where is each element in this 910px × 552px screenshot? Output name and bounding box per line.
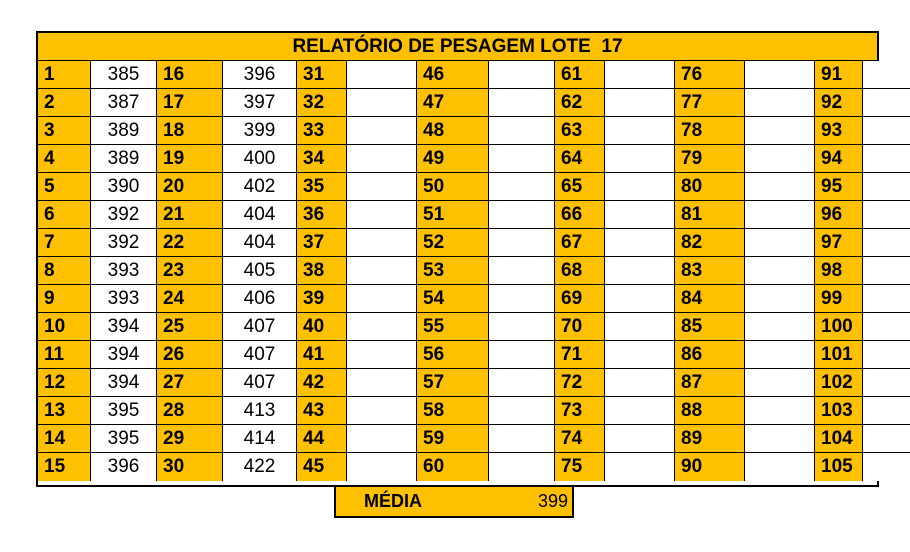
animal-number-cell: 41	[297, 341, 347, 369]
animal-number-cell: 82	[675, 229, 745, 257]
weight-cell	[745, 425, 815, 453]
weight-cell	[863, 145, 910, 173]
weight-cell	[863, 89, 910, 117]
weight-cell: 422	[223, 453, 297, 481]
animal-number-cell: 76	[675, 61, 745, 89]
table-row	[38, 229, 910, 257]
weight-cell	[347, 397, 417, 425]
weight-cell	[745, 285, 815, 313]
weight-cell	[745, 369, 815, 397]
animal-number-cell: 81	[675, 201, 745, 229]
weight-cell: 385	[91, 61, 157, 89]
animal-number-cell: 60	[417, 453, 489, 481]
animal-number-cell: 92	[815, 89, 863, 117]
weight-cell	[605, 313, 675, 341]
animal-number-cell: 7	[38, 229, 91, 257]
animal-number-cell: 35	[297, 173, 347, 201]
weight-cell	[605, 117, 675, 145]
weight-cell: 393	[91, 285, 157, 313]
weight-cell	[863, 117, 910, 145]
animal-number-cell: 20	[157, 173, 223, 201]
animal-number-cell: 18	[157, 117, 223, 145]
weight-cell: 394	[91, 313, 157, 341]
weight-cell: 407	[223, 313, 297, 341]
animal-number-cell: 8	[38, 257, 91, 285]
weight-cell	[605, 285, 675, 313]
weight-cell	[347, 257, 417, 285]
animal-number-cell: 98	[815, 257, 863, 285]
table-row	[38, 201, 910, 229]
weight-cell	[347, 313, 417, 341]
weight-cell	[605, 369, 675, 397]
animal-number-cell: 33	[297, 117, 347, 145]
weight-cell	[489, 145, 555, 173]
weight-cell	[489, 313, 555, 341]
animal-number-cell: 24	[157, 285, 223, 313]
animal-number-cell: 27	[157, 369, 223, 397]
animal-number-cell: 29	[157, 425, 223, 453]
animal-number-cell: 2	[38, 89, 91, 117]
table-row	[38, 453, 910, 481]
animal-number-cell: 102	[815, 369, 863, 397]
weight-cell	[863, 285, 910, 313]
animal-number-cell: 17	[157, 89, 223, 117]
weight-cell	[863, 369, 910, 397]
weight-cell: 392	[91, 201, 157, 229]
weight-cell	[489, 397, 555, 425]
animal-number-cell: 101	[815, 341, 863, 369]
animal-number-cell: 42	[297, 369, 347, 397]
weight-cell	[745, 89, 815, 117]
animal-number-cell: 64	[555, 145, 605, 173]
weight-cell	[347, 117, 417, 145]
weight-cell: 397	[223, 89, 297, 117]
weight-cell	[745, 173, 815, 201]
animal-number-cell: 75	[555, 453, 605, 481]
animal-number-cell: 72	[555, 369, 605, 397]
weight-cell: 414	[223, 425, 297, 453]
weight-cell	[605, 173, 675, 201]
weight-cell	[605, 89, 675, 117]
weight-cell	[863, 453, 910, 481]
animal-number-cell: 65	[555, 173, 605, 201]
weight-cell	[489, 229, 555, 257]
weight-cell	[863, 201, 910, 229]
weight-cell: 394	[91, 341, 157, 369]
animal-number-cell: 88	[675, 397, 745, 425]
animal-number-cell: 78	[675, 117, 745, 145]
table-row	[38, 341, 910, 369]
animal-number-cell: 70	[555, 313, 605, 341]
animal-number-cell: 46	[417, 61, 489, 89]
animal-number-cell: 62	[555, 89, 605, 117]
animal-number-cell: 59	[417, 425, 489, 453]
weight-cell	[605, 453, 675, 481]
animal-number-cell: 49	[417, 145, 489, 173]
animal-number-cell: 26	[157, 341, 223, 369]
weight-cell	[489, 425, 555, 453]
weight-cell	[745, 117, 815, 145]
animal-number-cell: 69	[555, 285, 605, 313]
weight-cell	[863, 425, 910, 453]
animal-number-cell: 51	[417, 201, 489, 229]
animal-number-cell: 38	[297, 257, 347, 285]
table-row	[38, 313, 910, 341]
weight-cell: 395	[91, 397, 157, 425]
weight-cell	[745, 313, 815, 341]
weight-cell: 396	[223, 61, 297, 89]
table-row	[38, 425, 910, 453]
weight-cell: 394	[91, 369, 157, 397]
weight-cell	[489, 453, 555, 481]
weight-cell	[745, 257, 815, 285]
animal-number-cell: 87	[675, 369, 745, 397]
weight-cell	[863, 229, 910, 257]
animal-number-cell: 25	[157, 313, 223, 341]
animal-number-cell: 89	[675, 425, 745, 453]
weight-cell: 405	[223, 257, 297, 285]
animal-number-cell: 90	[675, 453, 745, 481]
animal-number-cell: 45	[297, 453, 347, 481]
animal-number-cell: 61	[555, 61, 605, 89]
weight-cell	[745, 229, 815, 257]
weight-cell: 395	[91, 425, 157, 453]
animal-number-cell: 13	[38, 397, 91, 425]
animal-number-cell: 58	[417, 397, 489, 425]
animal-number-cell: 44	[297, 425, 347, 453]
animal-number-cell: 54	[417, 285, 489, 313]
animal-number-cell: 14	[38, 425, 91, 453]
weight-cell	[489, 341, 555, 369]
weight-cell	[489, 257, 555, 285]
animal-number-cell: 30	[157, 453, 223, 481]
weight-cell	[489, 61, 555, 89]
animal-number-cell: 71	[555, 341, 605, 369]
weight-cell: 404	[223, 229, 297, 257]
weight-grid	[38, 61, 910, 481]
weight-cell	[605, 61, 675, 89]
weight-cell	[489, 89, 555, 117]
weight-cell: 393	[91, 257, 157, 285]
weight-cell: 392	[91, 229, 157, 257]
weight-cell: 389	[91, 145, 157, 173]
animal-number-cell: 104	[815, 425, 863, 453]
weight-cell: 389	[91, 117, 157, 145]
weight-cell: 402	[223, 173, 297, 201]
weight-cell: 404	[223, 201, 297, 229]
weight-cell: 399	[223, 117, 297, 145]
weight-cell	[605, 425, 675, 453]
animal-number-cell: 5	[38, 173, 91, 201]
weight-cell	[347, 89, 417, 117]
animal-number-cell: 52	[417, 229, 489, 257]
animal-number-cell: 68	[555, 257, 605, 285]
weight-cell	[347, 341, 417, 369]
animal-number-cell: 93	[815, 117, 863, 145]
table-row	[38, 173, 910, 201]
weight-cell	[489, 285, 555, 313]
average-label: MÉDIA	[364, 491, 422, 511]
weight-cell	[745, 453, 815, 481]
animal-number-cell: 15	[38, 453, 91, 481]
weight-cell	[605, 397, 675, 425]
weight-cell: 407	[223, 369, 297, 397]
animal-number-cell: 99	[815, 285, 863, 313]
animal-number-cell: 31	[297, 61, 347, 89]
animal-number-cell: 83	[675, 257, 745, 285]
weight-cell: 400	[223, 145, 297, 173]
animal-number-cell: 39	[297, 285, 347, 313]
weight-cell	[347, 285, 417, 313]
animal-number-cell: 21	[157, 201, 223, 229]
animal-number-cell: 67	[555, 229, 605, 257]
weight-cell	[863, 257, 910, 285]
animal-number-cell: 11	[38, 341, 91, 369]
animal-number-cell: 100	[815, 313, 863, 341]
animal-number-cell: 10	[38, 313, 91, 341]
animal-number-cell: 37	[297, 229, 347, 257]
weight-cell	[745, 61, 815, 89]
table-row	[38, 61, 910, 89]
animal-number-cell: 66	[555, 201, 605, 229]
weight-cell	[347, 425, 417, 453]
weight-cell	[863, 173, 910, 201]
animal-number-cell: 80	[675, 173, 745, 201]
weight-cell	[863, 61, 910, 89]
weight-cell	[489, 201, 555, 229]
animal-number-cell: 91	[815, 61, 863, 89]
animal-number-cell: 105	[815, 453, 863, 481]
animal-number-cell: 53	[417, 257, 489, 285]
animal-number-cell: 43	[297, 397, 347, 425]
animal-number-cell: 77	[675, 89, 745, 117]
table-row	[38, 257, 910, 285]
animal-number-cell: 47	[417, 89, 489, 117]
weight-cell	[745, 145, 815, 173]
animal-number-cell: 73	[555, 397, 605, 425]
animal-number-cell: 96	[815, 201, 863, 229]
table-row	[38, 397, 910, 425]
weight-cell	[347, 229, 417, 257]
animal-number-cell: 74	[555, 425, 605, 453]
weight-cell: 407	[223, 341, 297, 369]
weight-cell	[605, 257, 675, 285]
animal-number-cell: 97	[815, 229, 863, 257]
weight-cell	[489, 369, 555, 397]
weight-cell: 413	[223, 397, 297, 425]
weight-cell	[347, 145, 417, 173]
average-value: 399	[537, 491, 568, 511]
animal-number-cell: 6	[38, 201, 91, 229]
animal-number-cell: 55	[417, 313, 489, 341]
animal-number-cell: 56	[417, 341, 489, 369]
weight-cell	[347, 173, 417, 201]
animal-number-cell: 28	[157, 397, 223, 425]
animal-number-cell: 4	[38, 145, 91, 173]
weight-cell	[863, 313, 910, 341]
weight-cell	[745, 397, 815, 425]
animal-number-cell: 19	[157, 145, 223, 173]
table-row	[38, 89, 910, 117]
table-row	[38, 369, 910, 397]
animal-number-cell: 63	[555, 117, 605, 145]
weight-cell	[489, 173, 555, 201]
weight-cell	[605, 229, 675, 257]
weight-cell	[347, 369, 417, 397]
animal-number-cell: 84	[675, 285, 745, 313]
animal-number-cell: 1	[38, 61, 91, 89]
animal-number-cell: 40	[297, 313, 347, 341]
weight-cell	[605, 201, 675, 229]
weight-cell: 396	[91, 453, 157, 481]
weight-cell	[863, 397, 910, 425]
weighing-report-table	[36, 31, 879, 487]
animal-number-cell: 103	[815, 397, 863, 425]
animal-number-cell: 34	[297, 145, 347, 173]
weight-cell	[347, 453, 417, 481]
average-box	[334, 487, 574, 518]
animal-number-cell: 48	[417, 117, 489, 145]
report-title: RELATÓRIO DE PESAGEM LOTE 17	[38, 33, 877, 61]
animal-number-cell: 94	[815, 145, 863, 173]
animal-number-cell: 16	[157, 61, 223, 89]
weight-cell	[605, 145, 675, 173]
weight-cell: 387	[91, 89, 157, 117]
animal-number-cell: 57	[417, 369, 489, 397]
weight-cell	[745, 201, 815, 229]
animal-number-cell: 9	[38, 285, 91, 313]
animal-number-cell: 50	[417, 173, 489, 201]
weight-cell	[489, 117, 555, 145]
animal-number-cell: 95	[815, 173, 863, 201]
animal-number-cell: 3	[38, 117, 91, 145]
animal-number-cell: 23	[157, 257, 223, 285]
weight-cell: 390	[91, 173, 157, 201]
weight-cell: 406	[223, 285, 297, 313]
animal-number-cell: 12	[38, 369, 91, 397]
weight-cell	[605, 341, 675, 369]
weight-cell	[347, 201, 417, 229]
animal-number-cell: 36	[297, 201, 347, 229]
weight-cell	[745, 341, 815, 369]
animal-number-cell: 86	[675, 341, 745, 369]
table-row	[38, 285, 910, 313]
weight-cell	[863, 341, 910, 369]
weight-cell	[347, 61, 417, 89]
table-row	[38, 145, 910, 173]
animal-number-cell: 22	[157, 229, 223, 257]
animal-number-cell: 85	[675, 313, 745, 341]
table-row	[38, 117, 910, 145]
animal-number-cell: 79	[675, 145, 745, 173]
animal-number-cell: 32	[297, 89, 347, 117]
